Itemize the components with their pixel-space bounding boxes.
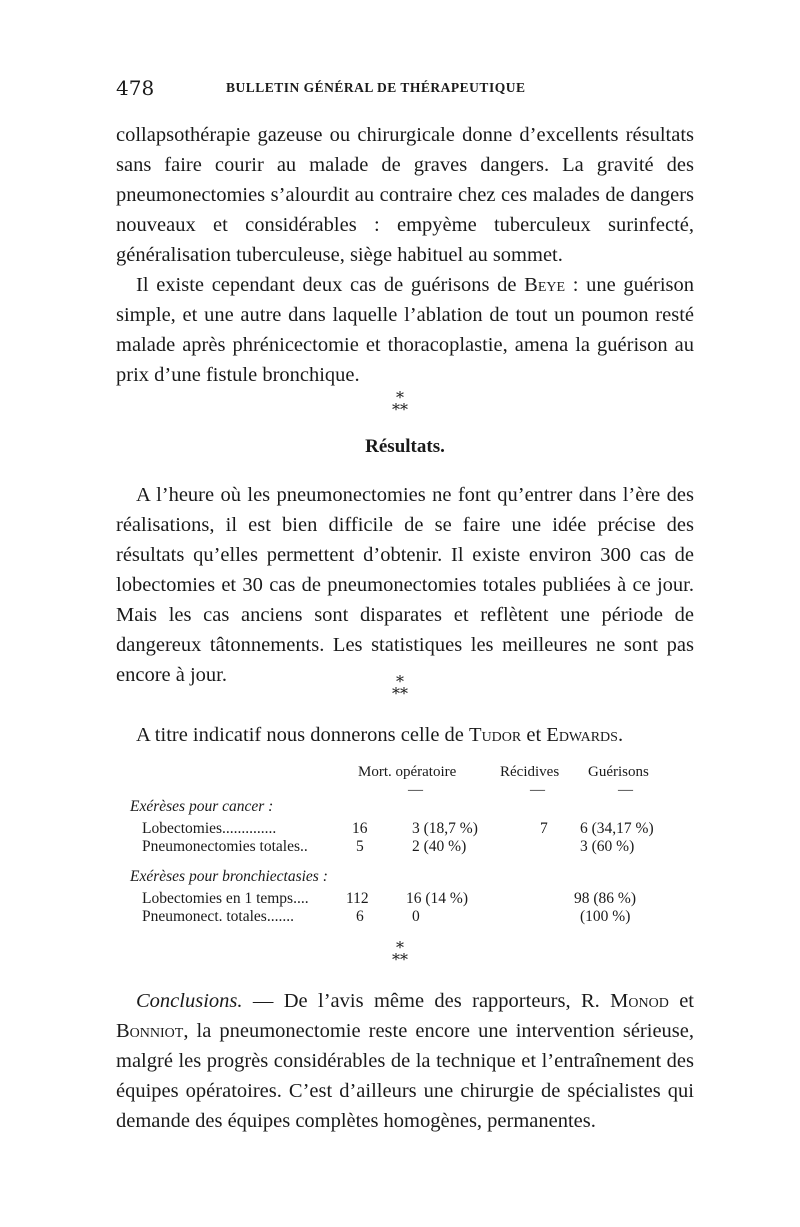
header-recidives: Récidives xyxy=(500,764,560,780)
row-mort: 0 xyxy=(412,908,420,925)
table-row xyxy=(130,820,690,840)
section-separator-2 xyxy=(370,672,430,703)
paragraph-5-text-c: , la pneumonectomie reste encore une intervention sérieuse, malgré les progrès considérables de la technique et l’entraînement des équipes opératoires. C’est d’ailleurs une chirurgie de spécialistes qui demande des équipes complètes homogènes, permanentes. xyxy=(116,1020,694,1132)
running-title: BULLETIN GÉNÉRAL DE THÉRAPEUTIQUE xyxy=(226,80,526,95)
header-guerisons: Guérisons xyxy=(588,764,649,780)
paragraph-4-text-b: et xyxy=(521,724,547,746)
row-count: 112 xyxy=(346,890,369,907)
page-number: 478 xyxy=(116,76,155,100)
row-guer: 3 (60 %) xyxy=(580,838,635,855)
row-mort: 2 (40 %) xyxy=(412,838,467,855)
author-edwards: Edwards xyxy=(546,724,618,746)
paragraph-4-text-a: A titre indicatif nous donnerons celle de xyxy=(136,724,470,746)
group-bronchiectasies-label: Exérèses pour bronchiectasies : xyxy=(130,868,328,885)
separator-glyphs: * ** xyxy=(392,672,408,703)
row-mort: 16 (14 %) xyxy=(406,890,468,907)
author-beye: Beye xyxy=(524,274,566,296)
row-label: Lobectomies en 1 temps.... xyxy=(142,890,309,907)
paragraph-3: A l’heure où les pneumonectomies ne font qu’entrer dans l’ère des réalisations, il est bien difficile de se faire une idée précise des résultats qu’elles permettent d’obtenir. Il existe environ 300 cas de lobectomies et 30 cas de pneumonectomies totales publiées à ce jour. Mais les cas anciens sont disparates et reflètent une période de dangereux tâtonnements. Les statistiques les meilleures ne sont pas encore à jour. xyxy=(116,484,694,686)
header-dash-mort: — xyxy=(408,782,423,798)
separator-glyphs: * ** xyxy=(392,388,408,419)
section-separator-1 xyxy=(370,388,430,419)
paragraph-2-text-b: : une guérison simple, et une autre dans laquelle l’ablation de tout un poumon resté malade après phrénicectomie et thoracoplastie, amena la guérison au prix d’une fistule bronchique. xyxy=(116,274,694,386)
row-guer: 6 (34,17 %) xyxy=(580,820,654,837)
table-row xyxy=(130,908,690,928)
table-row xyxy=(130,838,690,858)
group-cancer-label: Exérèses pour cancer : xyxy=(130,798,274,815)
section-separator-3 xyxy=(370,938,430,969)
row-mort: 3 (18,7 %) xyxy=(412,820,478,837)
header-dash-recid: — xyxy=(530,782,545,798)
paragraph-2-text-a: Il existe cependant deux cas de guérisons de xyxy=(136,274,525,296)
row-guer: 98 (86 %) xyxy=(574,890,636,907)
row-label: Lobectomies.............. xyxy=(142,820,277,837)
section-heading: Résultats. xyxy=(365,436,445,457)
row-count: 5 xyxy=(356,838,364,855)
row-label: Pneumonectomies totales.. xyxy=(142,838,308,855)
row-count: 6 xyxy=(356,908,364,925)
table-row xyxy=(130,890,690,910)
row-label: Pneumonect. totales....... xyxy=(142,908,294,925)
paragraph-1: collapsothérapie gazeuse ou chirurgicale donne d’excellents résultats sans faire courir au malade de graves dangers. La gravité des pneumonectomies s’alourdit au contraire chez ces malades de dangers nouveaux et considérables : empyème tuberculeux surinfecté, généralisation tuberculeuse, siège habituel au sommet. xyxy=(116,124,694,266)
page-header xyxy=(116,76,704,106)
paragraph-4 xyxy=(116,720,694,750)
conclusions-lead: Conclusions. xyxy=(136,990,243,1012)
row-count: 16 xyxy=(352,820,368,837)
header-dash-guer: — xyxy=(618,782,633,798)
paragraph-4-text-c: . xyxy=(617,724,624,746)
paragraph-5-text-b: et xyxy=(668,990,694,1012)
author-tudor: Tudor xyxy=(469,724,522,746)
author-monod: Monod xyxy=(610,990,669,1012)
paragraph-2 xyxy=(116,270,694,390)
separator-glyphs: * ** xyxy=(392,938,408,969)
row-guer: (100 %) xyxy=(580,908,631,925)
paragraph-5 xyxy=(116,986,694,1136)
author-bonniot: Bonniot xyxy=(116,1020,184,1042)
header-mort: Mort. opératoire xyxy=(358,764,457,780)
row-recid: 7 xyxy=(540,820,548,837)
paragraph-5-text-a: — De l’avis même des rapporteurs, R. xyxy=(242,990,611,1012)
